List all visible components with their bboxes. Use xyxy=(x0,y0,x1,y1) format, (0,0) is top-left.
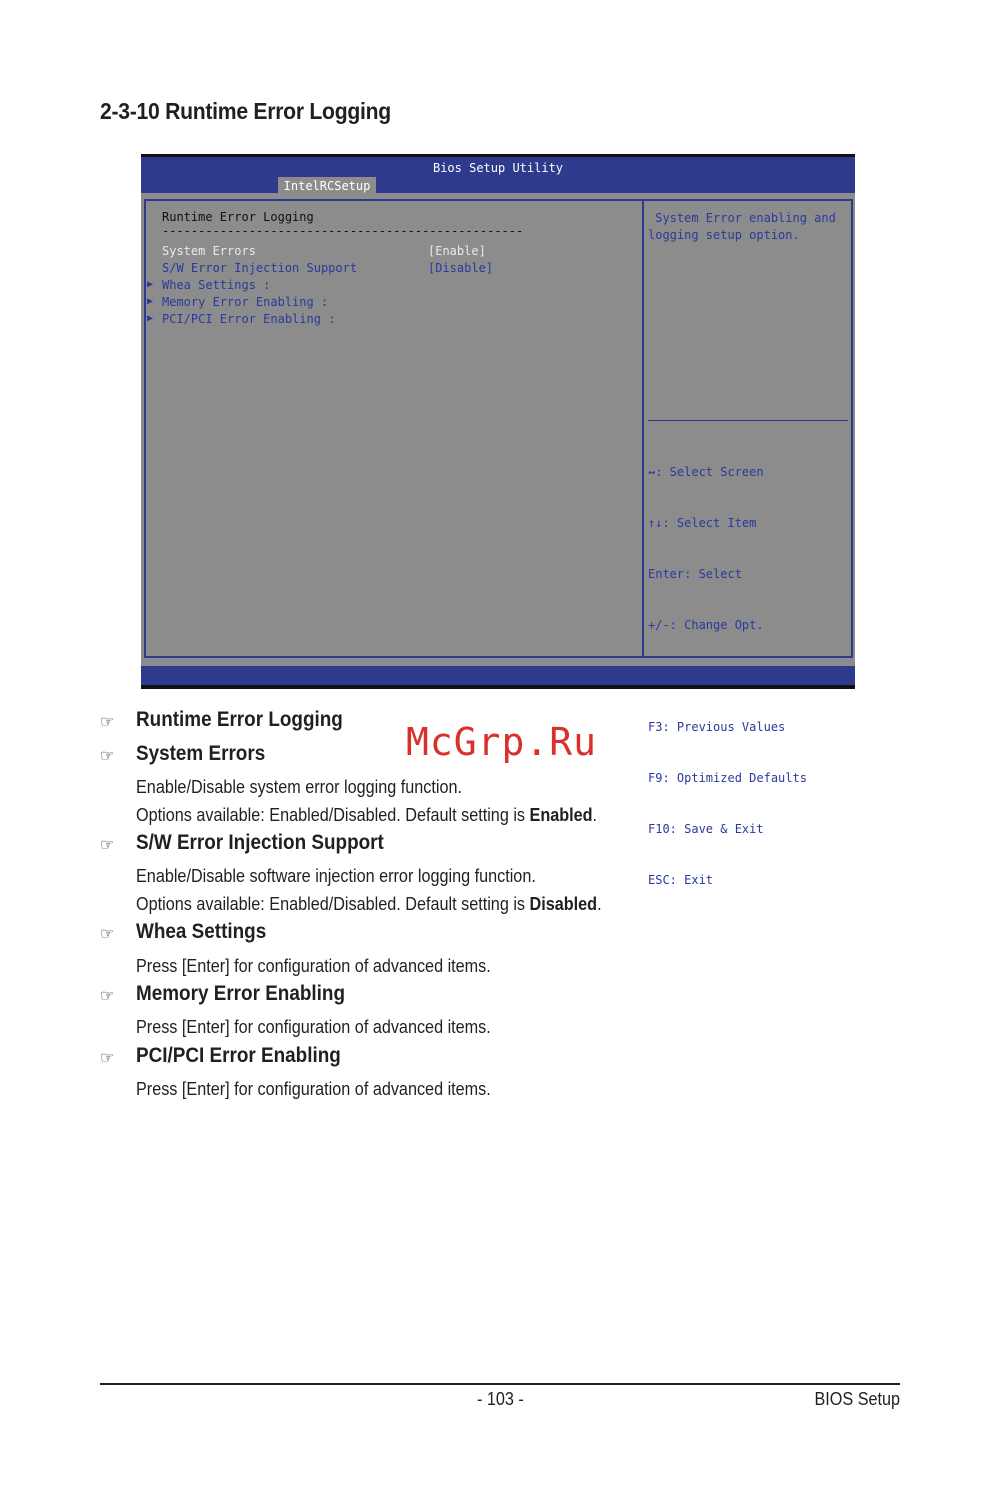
pointing-hand-icon: ☞ xyxy=(100,748,115,765)
bios-menu-title: Runtime Error Logging xyxy=(162,210,314,224)
bios-header-bar xyxy=(141,154,855,193)
bios-item-pci-error[interactable]: PCI/PCI Error Enabling : xyxy=(162,312,336,326)
doc-default-value: Enabled xyxy=(529,805,593,825)
key-save-exit: F10: Save & Exit xyxy=(648,822,764,836)
section-title: 2-3-10 Runtime Error Logging xyxy=(100,98,391,124)
pointing-hand-icon: ☞ xyxy=(100,1050,115,1067)
bios-item-memory-error[interactable]: Memory Error Enabling : xyxy=(162,295,329,309)
key-optimized-defaults: F9: Optimized Defaults xyxy=(648,771,807,785)
doc-options-text: Options available: Enabled/Disabled. Default setting is xyxy=(136,805,530,825)
help-divider xyxy=(648,420,848,421)
doc-heading: Whea Settings xyxy=(136,920,267,943)
submenu-arrow-icon: ▶ xyxy=(147,313,154,324)
submenu-arrow-icon: ▶ xyxy=(147,296,154,307)
doc-heading: System Errors xyxy=(136,742,266,765)
key-select-item: ↑↓: Select Item xyxy=(648,516,757,530)
page-number: - 103 - xyxy=(477,1389,524,1409)
bios-value-system-errors[interactable]: [Enable] xyxy=(428,244,486,258)
doc-options-text: Options available: Enabled/Disabled. Default setting is xyxy=(136,894,530,914)
pointing-hand-icon: ☞ xyxy=(100,714,115,731)
key-exit: ESC: Exit xyxy=(648,873,714,887)
doc-desc: Press [Enter] for configuration of advanced items. xyxy=(136,956,491,976)
pointing-hand-icon: ☞ xyxy=(100,837,115,854)
bios-item-whea-settings[interactable]: Whea Settings : xyxy=(162,278,271,292)
bios-item-sw-error-injection[interactable]: S/W Error Injection Support xyxy=(162,261,358,275)
bios-header-title: Bios Setup Utility xyxy=(432,161,564,175)
bios-menu-divider: -------------------------------------------------- xyxy=(162,224,524,238)
doc-default-value: Disabled xyxy=(529,894,598,914)
key-select-screen: ↔: Select Screen xyxy=(648,465,764,479)
doc-desc: Enable/Disable system error logging function. xyxy=(136,777,462,797)
key-change-opt: +/-: Change Opt. xyxy=(648,618,764,632)
bios-footer-bar xyxy=(141,666,855,689)
key-enter: Enter: Select xyxy=(648,567,742,581)
doc-heading: PCI/PCI Error Enabling xyxy=(136,1044,341,1067)
submenu-arrow-icon: ▶ xyxy=(147,279,154,290)
bios-panel-divider xyxy=(642,199,644,658)
doc-heading: Memory Error Enabling xyxy=(136,982,345,1005)
pointing-hand-icon: ☞ xyxy=(100,926,115,943)
doc-desc: Enable/Disable software injection error logging function. xyxy=(136,866,536,886)
doc-desc: Press [Enter] for configuration of advanced items. xyxy=(136,1079,491,1099)
watermark: McGrp.Ru xyxy=(406,720,598,764)
bios-tab-intelrcsetup[interactable]: IntelRCSetup xyxy=(278,177,376,196)
key-previous-values: F3: Previous Values xyxy=(648,720,786,734)
doc-options xyxy=(136,805,597,826)
bios-value-sw-error-injection[interactable]: [Disable] xyxy=(428,261,494,275)
doc-options-end: . xyxy=(597,894,602,914)
bios-item-system-errors[interactable]: System Errors xyxy=(162,244,256,258)
doc-heading: S/W Error Injection Support xyxy=(136,831,384,854)
pointing-hand-icon: ☞ xyxy=(100,988,115,1005)
doc-desc: Press [Enter] for configuration of advanced items. xyxy=(136,1017,491,1037)
doc-options-end: . xyxy=(592,805,598,825)
bios-help-text: System Error enabling and logging setup option. xyxy=(648,211,836,242)
footer-section: BIOS Setup xyxy=(814,1389,900,1409)
doc-options xyxy=(136,894,602,915)
footer-rule xyxy=(100,1383,900,1385)
doc-heading: Runtime Error Logging xyxy=(136,708,343,731)
